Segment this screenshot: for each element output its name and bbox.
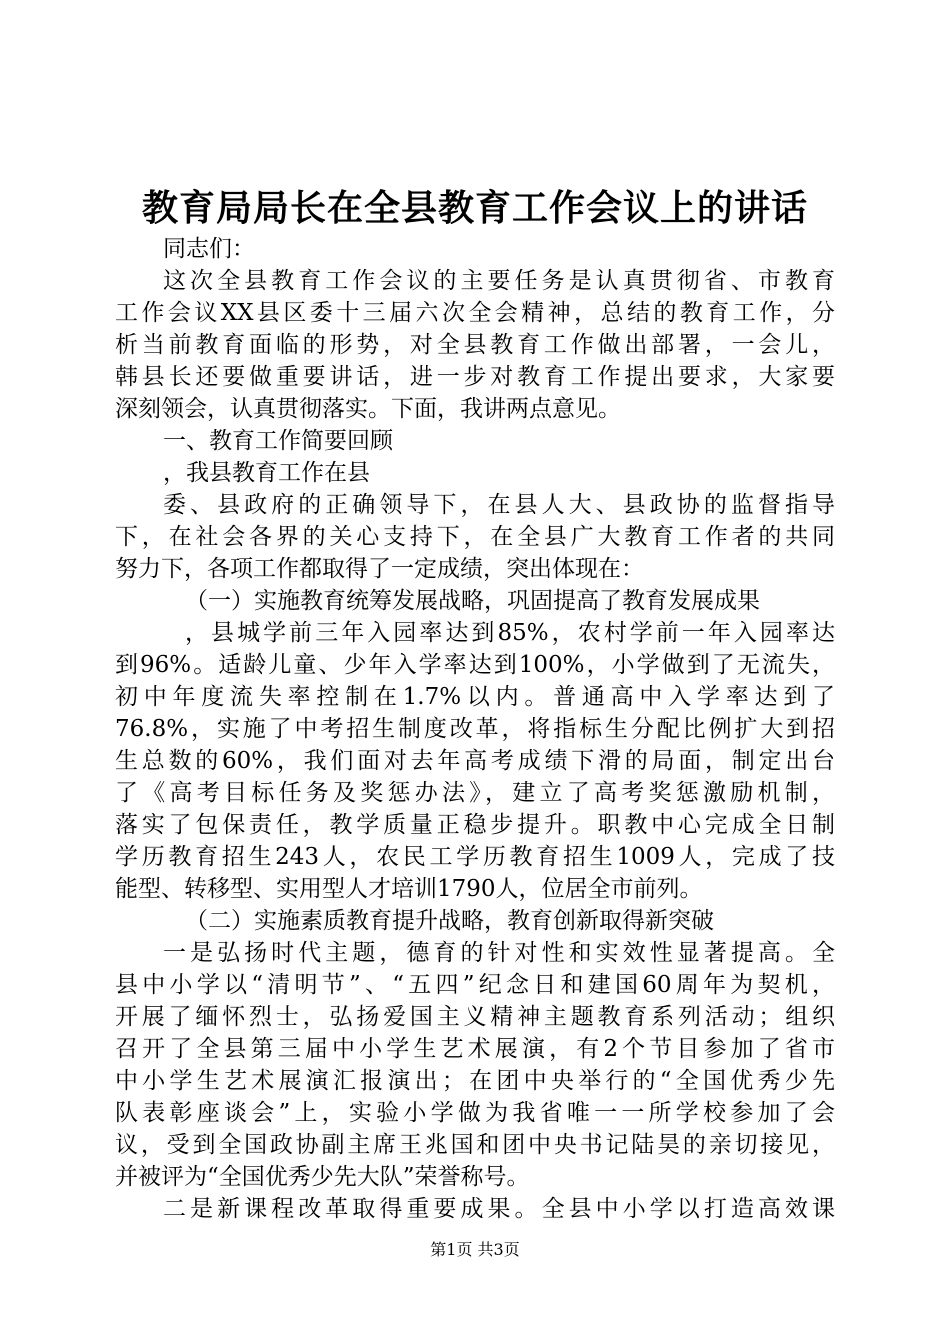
text-line: 析当前教育面临的形势，对全县教育工作做出部署，一会儿，	[115, 332, 835, 358]
text-line: 县中小学以“清明节”、“五四”纪念日和建国60周年为契机，	[115, 972, 835, 998]
text-line: （一）实施教育统筹发展战略，巩固提高了教育发展成果	[185, 588, 760, 614]
text-line: （二）实施素质教育提升战略，教育创新取得新突破	[185, 908, 714, 934]
text-line: 生总数的60%，我们面对去年高考成绩下滑的局面，制定出台	[115, 748, 835, 774]
text-line: 到96%。适龄儿童、少年入学率达到100%，小学做到了无流失，	[115, 652, 835, 678]
text-line: 同志们：	[163, 236, 255, 262]
text-line: ，我县教育工作在县	[163, 460, 370, 486]
text-line: 能型、转移型、实用型人才培训1790人，位居全市前列。	[115, 876, 703, 902]
text-line: 中小学生艺术展演汇报演出；在团中央举行的“全国优秀少先	[115, 1068, 835, 1094]
text-line: 学历教育招生243人，农民工学历教育招生1009人，完成了技	[115, 844, 835, 870]
text-line: 召开了全县第三届中小学生艺术展演，有2个节目参加了省市	[115, 1036, 835, 1062]
text-line: 落实了包保责任，教学质量正稳步提升。职教中心完成全日制	[115, 812, 835, 838]
text-line: 工作会议XX县区委十三届六次全会精神，总结的教育工作，分	[115, 300, 835, 326]
text-line: 这次全县教育工作会议的主要任务是认真贯彻省、市教育	[163, 268, 835, 294]
text-line: 开展了缅怀烈士，弘扬爱国主义精神主题教育系列活动；组织	[115, 1004, 835, 1030]
text-line: 委、县政府的正确领导下，在县人大、县政协的监督指导	[163, 492, 835, 518]
document-body	[115, 233, 835, 1225]
text-line: ，县城学前三年入园率达到85%，农村学前一年入园率达	[185, 620, 835, 646]
text-line: 初中年度流失率控制在1.7%以内。普通高中入学率达到了	[115, 684, 835, 710]
text-line: 韩县长还要做重要讲话，进一步对教育工作提出要求，大家要	[115, 364, 835, 390]
text-line: 深刻领会，认真贯彻落实。下面，我讲两点意见。	[115, 396, 621, 422]
text-line: 二是新课程改革取得重要成果。全县中小学以打造高效课	[163, 1196, 835, 1222]
text-line: 了《高考目标任务及奖惩办法》，建立了高考奖惩激励机制，	[115, 780, 835, 806]
text-line: 下，在社会各界的关心支持下，在全县广大教育工作者的共同	[115, 524, 835, 550]
text-line: 队表彰座谈会”上，实验小学做为我省唯一一所学校参加了会	[115, 1100, 835, 1126]
text-line: 一、教育工作简要回顾	[163, 428, 393, 454]
page-footer: 第1页 共3页	[430, 1240, 520, 1259]
text-line: 努力下，各项工作都取得了一定成绩，突出体现在：	[115, 556, 644, 582]
document-title: 教育局局长在全县教育工作会议上的讲话	[141, 187, 808, 229]
text-line: 一是弘扬时代主题，德育的针对性和实效性显著提高。全	[163, 940, 835, 966]
text-line: 并被评为“全国优秀少先大队”荣誉称号。	[115, 1164, 530, 1190]
text-line: 议，受到全国政协副主席王兆国和团中央书记陆昊的亲切接见，	[115, 1132, 835, 1158]
text-line: 76.8%，实施了中考招生制度改革，将指标生分配比例扩大到招	[115, 716, 835, 742]
